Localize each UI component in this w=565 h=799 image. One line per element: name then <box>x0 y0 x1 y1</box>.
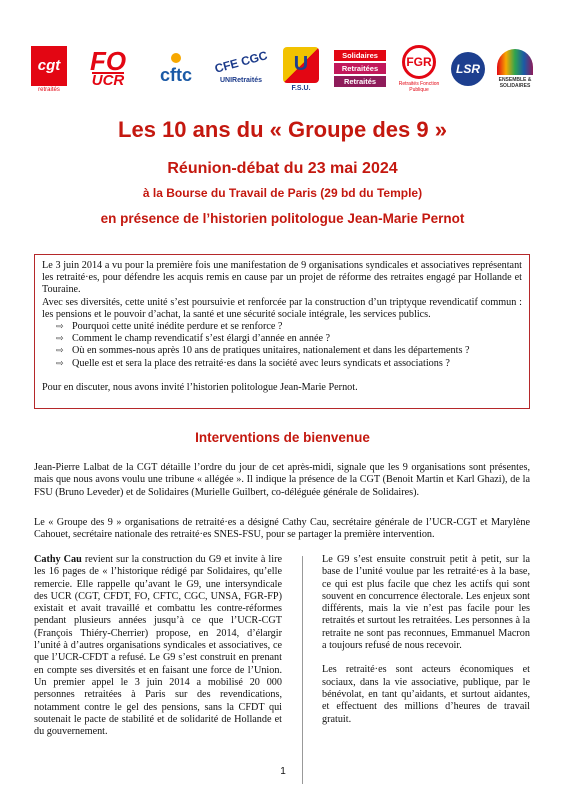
question-text: Quelle est et sera la place des retraité·es dans la société avec leurs syndicats et associations ? <box>72 357 450 369</box>
intro-paragraph-1: Le 3 juin 2014 a vu pour la première fois une manifestation de 9 organisations syndicales et associatives représentant les retraité·es, pour défendre les acquis remis en cause par un projet de réforme des retraites engagé par Hollande et Touraine. <box>42 260 522 296</box>
left-column <box>34 554 282 738</box>
logo-rainbow-icon <box>497 49 533 75</box>
event-location: à la Bourse du Travail de Paris (29 bd du Temple) <box>142 186 423 200</box>
logo-cfe-sub: UNIRetraités <box>219 76 262 84</box>
question-list <box>56 321 522 370</box>
event-guest: en présence de l’historien politologue Jean-Marie Pernot <box>100 211 465 226</box>
right-column <box>322 554 530 726</box>
right-paragraph-1: Le G9 s’est ensuite construit petit à petit, sur la base de l’unité voulue par les retraité·es à la base, ce qui est plus facile que chez les actifs qui sont souvent en concurrence électorale. Les enjeux sont différents, mais la vie n’est pas facile pour les retraités et surtout les retraitées. Les personnes à la retraite ne sont pas reconnues, Emmanuel Macron a toujours refusé de nous recevoir. <box>322 554 530 652</box>
event-subtitle: Réunion-débat du 23 mai 2024 <box>167 160 398 177</box>
section-heading: Interventions de bienvenue <box>195 430 370 445</box>
logo-solidaires <box>333 38 387 100</box>
logo-cftc-text: cftc <box>159 64 192 85</box>
intro-closing: Pour en discuter, nous avons invité l’historien politologue Jean-Marie Pernot. <box>42 381 358 393</box>
logo-fsu-sub: F.S.U. <box>291 84 311 92</box>
logo-lsr <box>448 38 488 100</box>
page-number: 1 <box>280 766 286 777</box>
logo-lsr-mark: LSR <box>451 52 485 86</box>
logo-solidaires-line3: Retraités <box>334 76 386 87</box>
arrow-right-icon: ⇨ <box>56 346 64 357</box>
arrow-right-icon: ⇨ <box>56 322 64 333</box>
logo-fsu <box>276 38 326 100</box>
logo-fgr-mark: FGR <box>402 45 436 79</box>
logo-solidaires-line1: Solidaires <box>334 50 386 61</box>
logo-cfe-text: CFE CGC <box>213 47 269 76</box>
left-column-text: revient sur la construction du G9 et invite à lire les 16 pages de « l’historique rédigé par Solidaires, qu’elle remercie. Elle rappelle qu’avant le G9, une intersyndicale des UCR (CGT, CFDT, FO, CFTC, CGC, UNSA, FGR-FP) existait et avait travaillé et combattu les contre-réformes pendant plusieurs années jusqu’à ce que l’UCR-CGT (François Thiéry-Cherrier) propose, en 2014, d’élargir l’unité à d’autres organisations syndicales et associatives, ce que l’UCR-CFDT a refusé. Le G9 s’est construit en prenant en compte ses diversités et en faisant une force de l’Union. Un premier appel le 3 juin 2014 a mobilisé 20 000 personnes retraitées à Paris sur des revendications, notamment contre le gel des pensions, sans la CFDT qui soutenait le pacte de stabilité et de solidarité de Hollande et du gouvernement. <box>34 554 282 738</box>
question-item <box>56 333 522 345</box>
column-divider <box>302 556 303 784</box>
arrow-right-icon: ⇨ <box>56 334 64 345</box>
logo-cgt-sub: retraités <box>38 86 60 93</box>
section-paragraph-2: Le « Groupe des 9 » organisations de retraité·es a désigné Cathy Cau, secrétaire générale de l’UCR-CGT et Marylène Cahouet, secrétaire nationale des retraité·es SNES-FSU, pour se partager la première intervention. <box>34 517 530 541</box>
question-item <box>56 345 522 357</box>
logo-cgt-mark: cgt <box>31 46 67 86</box>
logo-fo-ucr <box>76 38 140 100</box>
logo-solidaires-line2: Retraitées <box>334 63 386 74</box>
section-paragraph-1: Jean-Pierre Lalbat de la CGT détaille l’ordre du jour de cet après-midi, signale que les 9 organisations sont présentes, mais que nous avons voulu une tribune « allégée ». Il indique la présence de la CGT (Benoit Martin et Karl Ghazi), de la FSU (Bruno Leveder) et de Solidaires (Murielle Guilbert, co-déléguée générale de Solidaires). <box>34 462 530 498</box>
logo-cfe-cgc <box>211 38 271 100</box>
question-text: Où en sommes-nous après 10 ans de pratiques unitaires, nationalement et dans les départements ? <box>72 345 470 357</box>
right-paragraph-2: Les retraité·es sont acteurs économiques et sociaux, dans la vie associative, publique, par le bénévolat, en tant qu’aidants, et surtout aidantes, et effectuent des millions d’heures de travail gratuit. <box>322 664 530 725</box>
arrow-right-icon: ⇨ <box>56 358 64 369</box>
question-text: Comment le champ revendicatif s’est élargi d’année en année ? <box>72 333 331 345</box>
logo-fsu-mark: U <box>283 47 319 83</box>
logo-fgr-fp <box>394 38 444 100</box>
intro-box <box>34 254 530 409</box>
intro-paragraph-2: Avec ses diversités, cette unité s’est poursuivie et renforcée par la construction d’un triptyque revendicatif commun : les pensions et le pouvoir d’achat, la santé et une sécurité sociale intégrale, les services publics. <box>42 296 522 320</box>
logo-ensemble-solidaires <box>492 38 538 100</box>
logo-bar <box>28 38 538 100</box>
logo-fo-mark: FO <box>89 46 127 76</box>
logo-ensemble-sub: ENSEMBLE & SOLIDAIRES <box>498 77 532 89</box>
logo-cftc <box>148 38 204 100</box>
logo-fgr-sub: Retraités Fonction Publique <box>398 81 440 93</box>
question-item <box>56 358 522 370</box>
question-text: Pourquoi cette unité inédite perdure et se renforce ? <box>72 321 283 333</box>
speaker-name: Cathy Cau <box>34 554 82 565</box>
logo-cgt-retraites <box>28 38 70 100</box>
logo-cftc-dot-icon <box>171 53 181 63</box>
page-title: Les 10 ans du « Groupe des 9 » <box>118 117 447 142</box>
question-item <box>56 321 522 333</box>
logo-fo-ucr-text: UCR <box>91 72 125 89</box>
